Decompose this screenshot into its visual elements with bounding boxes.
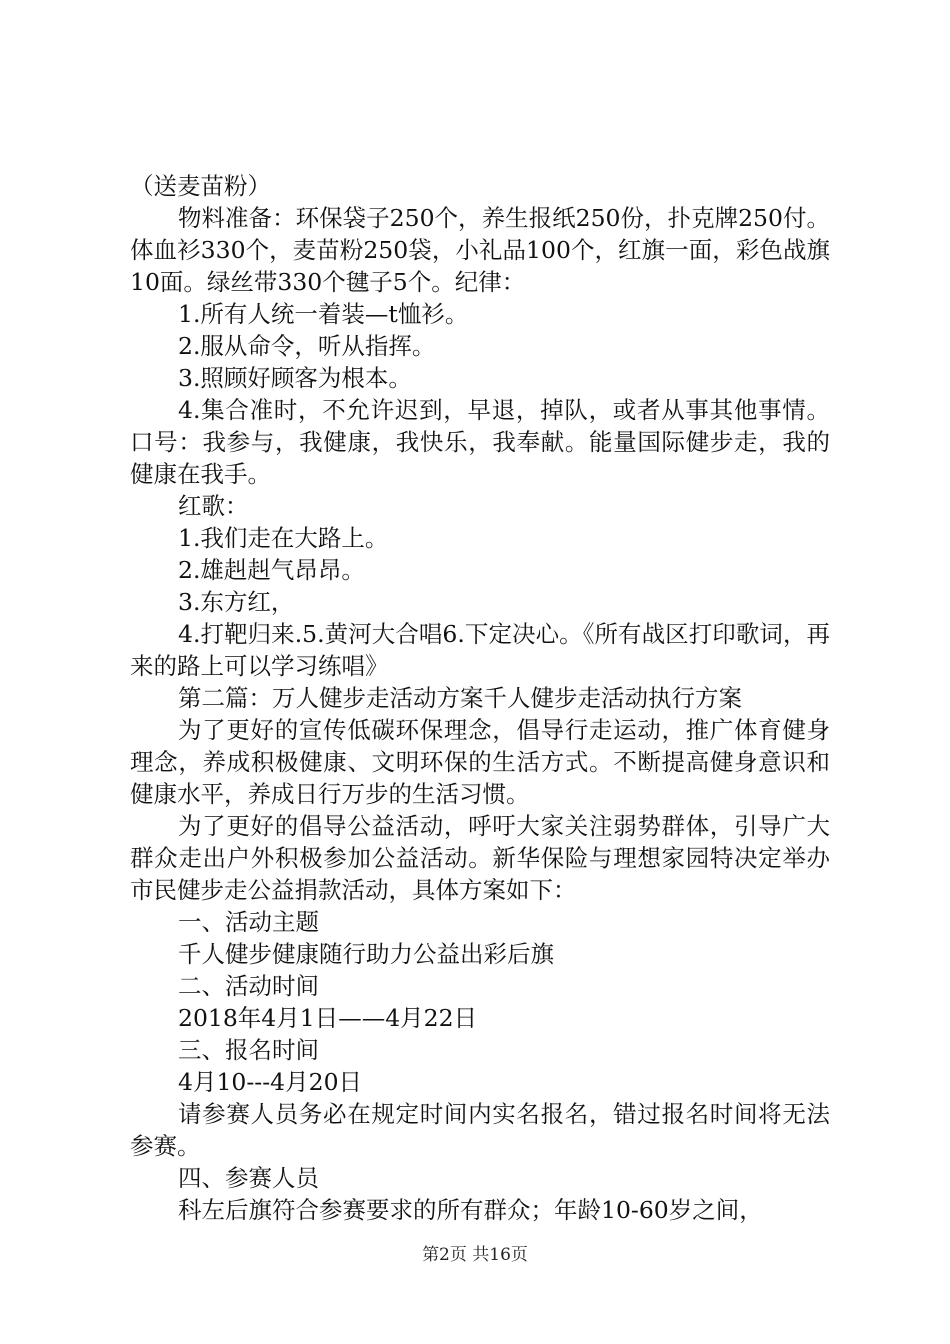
paragraph: 为了更好的倡导公益活动，呼吁大家关注弱势群体，引导广大群众走出户外积极参加公益活动。新华保险与理想家园特决定举办市民健步走公益捐款活动，具体方案如下： (130, 812, 830, 904)
section-heading: 三、报名时间 (178, 1036, 319, 1064)
document-body (130, 170, 830, 1226)
paragraph: 千人健步健康随行助力公益出彩后旗 (178, 940, 554, 968)
paragraph: 2.服从命令，听从指挥。 (178, 332, 436, 360)
paragraph: 请参赛人员务必在规定时间内实名报名，错过报名时间将无法参赛。 (130, 1100, 830, 1160)
section-heading: 一、活动主题 (178, 908, 319, 936)
paragraph: 1.我们走在大路上。 (178, 524, 389, 552)
paragraph: 物料准备：环保袋子250个，养生报纸250份，扑克牌250付。体血衫330个，麦苗粉250袋，小礼品100个，红旗一面，彩色战旗10面。绿丝带330个毽子5个。纪律： (130, 204, 830, 296)
paragraph: 2018年4月1日——4月22日 (178, 1004, 478, 1032)
paragraph: 3.东方红， (178, 588, 295, 616)
paragraph: 4月10---4月20日 (178, 1068, 363, 1096)
paragraph: （送麦苗粉） (130, 172, 271, 200)
paragraph: 4.集合准时，不允许迟到，早退，掉队，或者从事其他事情。口号：我参与，我健康，我快乐，我奉献。能量国际健步走，我的健康在我手。 (130, 396, 830, 488)
section-heading: 二、活动时间 (178, 972, 319, 1000)
paragraph: 科左后旗符合参赛要求的所有群众；年龄10-60岁之间， (178, 1196, 763, 1224)
paragraph: 1.所有人统一着装—t恤衫。 (178, 300, 469, 328)
paragraph: 红歌： (178, 492, 249, 520)
paragraph: 4.打靶归来.5.黄河大合唱6.下定决心。《所有战区打印歌词，再来的路上可以学习练唱》 (130, 620, 830, 680)
paragraph: 第二篇：万人健步走活动方案千人健步走活动执行方案 (178, 684, 742, 712)
section-heading: 四、参赛人员 (178, 1164, 319, 1192)
paragraph: 为了更好的宣传低碳环保理念，倡导行走运动，推广体育健身理念，养成积极健康、文明环保的生活方式。不断提高健身意识和健康水平，养成日行万步的生活习惯。 (130, 716, 830, 808)
page-number-footer: 第2页 共16页 (422, 1245, 528, 1265)
paragraph: 2.雄赳赳气昂昂。 (178, 556, 365, 584)
paragraph: 3.照顾好顾客为根本。 (178, 364, 412, 392)
